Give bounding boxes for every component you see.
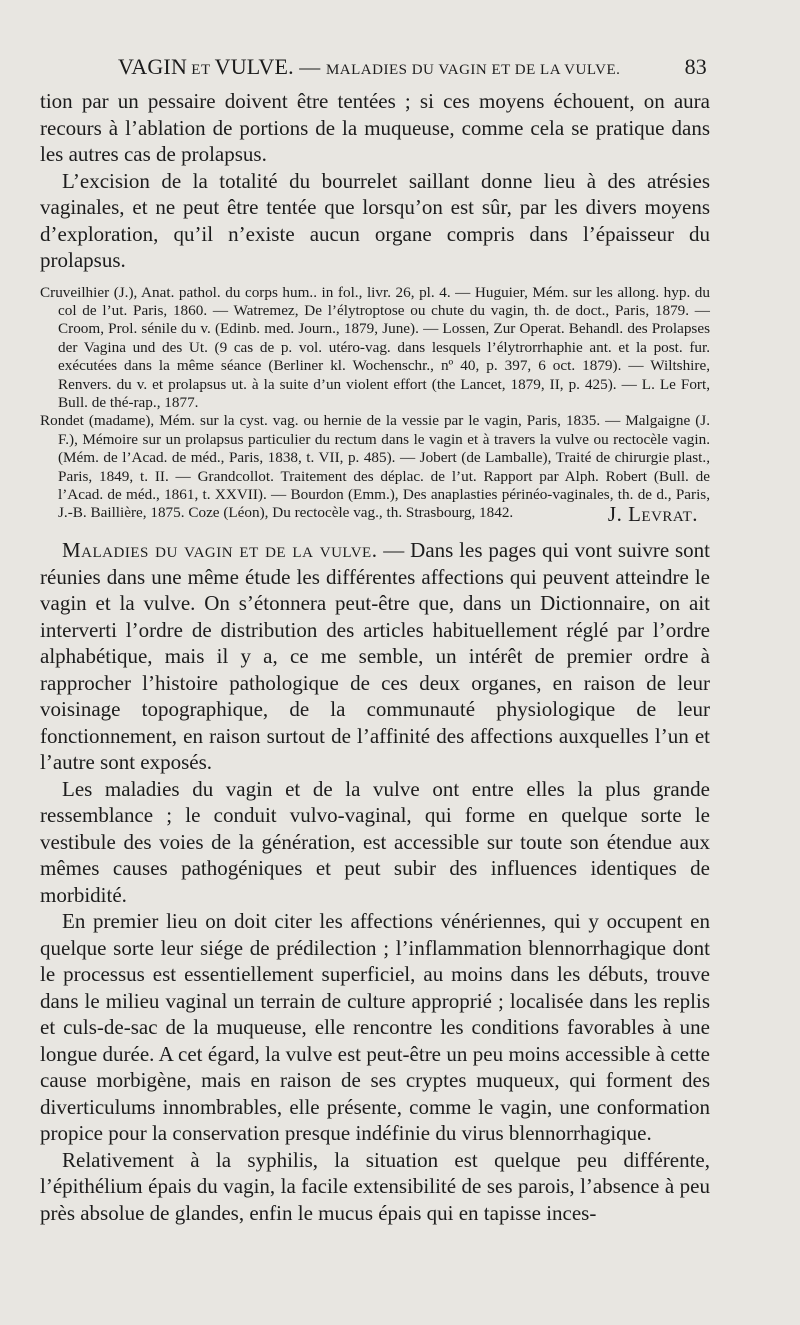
bibliography-entry: Rondet (madame), Mém. sur la cyst. vag. ou hernie de la vessie par le vagin, Paris, 1835. — Malgaigne (J. F.), Mémoire sur un prolapsus particulier du rectum dans le vagin et à travers la vulve ou rectocèle vagin. (Mém. de l’Acad. de méd., Paris, 1838, t. VII, p. 485). — Jobert (de Lamballe), Traité de chirurgie plast., Paris, 1849, t. II. — Grandcollot. Traitement des déplac. de l’ut. Rapport par Alph. Robert (Bull. de l’Acad. de méd., 1861, t. XXVII). — Bourdon (Emm.), Des anaplasties périnéo-vaginales, th. de d., Paris, J.-B. Baillière, 1875. Coze (Léon), Du rectocèle vag., th. Strasbourg, 1842.	[40, 412, 710, 522]
section-dash: —	[377, 538, 411, 563]
section-intro-paragraph	[40, 537, 710, 776]
page-number: 83	[684, 54, 707, 79]
paragraph: L’excision de la totalité du bourrelet saillant donne lieu à des atrésies vaginales, et ne peut être tentée que lorsqu’on est sûr, par les divers moyens d’exploration, qu’il n’existe aucun organe compris dans l’épaisseur du prolapsus.	[40, 168, 710, 272]
section-heading: Maladies du vagin et de la vulve.	[62, 538, 378, 563]
bibliography-entry: Cruveilhier (J.), Anat. pathol. du corps hum.. in fol., livr. 26, pl. 4. — Huguier, Mém. sur les allong. hyp. du col de l’ut. Paris, 1860. — Watremez, De l’élytroptose ou chute du vagin, th. de doct., Paris, 1879. — Croom, Prol. sénile du v. (Edinb. med. Journ., 1879, June). — Lossen, Zur Operat. Behandl. des Prolapses der Vagina und des Ut. (9 cas de p. vol. utéro-vag. dans lesquels l’élytrorrhaphie ant. et la post. fur. exécutées dans la même séance (Berliner kl. Wochenschr., nº 40, p. 397, 6 oct. 1879). — Wiltshire, Renvers. du v. et prolapsus ut. à la suite d’un violent effort (the Lancet, 1879, II, p. 425). — L. Le Fort, Bull. de thé-rap., 1877.	[40, 283, 710, 411]
paragraph: Relativement à la syphilis, la situation est quelque peu différente, l’épithélium épais du vagin, la facile extensibilité de ses parois, l’absence à peu près absolue de glandes, enfin le mucus épais qui en tapisse inces-	[40, 1147, 710, 1225]
paragraph: En premier lieu on doit citer les affections vénériennes, qui y occupent en quelque sorte leur siége de prédilection ; l’inflammation blennorrhagique dont le processus est essentiellement superficiel, au moins dans les débuts, trouve dans le milieu vaginal un terrain de culture approprié ; localisée dans les replis et culs-de-sac de la muqueuse, elle rencontre les conditions favorables à une longue durée. A cet égard, la vulve est peut-être un peu moins accessible à cette cause morbigène, mais en raison de ses cryptes muqueux, qui forment des diverticulums innombrables, elle présente, comme le vagin, une conformation propice pour la conservation presque indéfinie du virus blennorrhagique.	[40, 909, 710, 1146]
title-dash: —	[293, 55, 326, 79]
page-content	[40, 88, 710, 1226]
running-title	[118, 54, 620, 80]
author-signature: J. Levrat.	[607, 501, 698, 526]
paragraph: Les maladies du vagin et de la vulve ont entre elles la plus grande ressemblance ; le conduit vulvo-vaginal, qui forme en quelque sorte le vestibule des voies de la génération, est accessible sur toute son étendue aux mêmes causes pathogéniques et peut subir des influences identiques de morbidité.	[40, 776, 710, 907]
title-section: MALADIES DU VAGIN ET DE LA VULVE.	[325, 62, 621, 78]
title-et: ET	[187, 62, 215, 78]
paragraph: tion par un pessaire doivent être tentées ; si ces moyens échouent, on aura recours à l’ablation de portions de la muqueuse, comme cela se pratique dans les autres cas de prolapsus.	[40, 89, 710, 166]
running-header	[118, 54, 707, 80]
title-vagin: VAGIN	[118, 54, 188, 79]
title-vulve: VULVE.	[214, 54, 294, 79]
bibliography	[40, 284, 710, 524]
section-intro-text: Dans les pages qui vont suivre sont réunies dans une même étude les différentes affections qui peuvent atteindre le vagin et la vulve. On s’étonnera peut-être que, dans un Dictionnaire, on ait interverti l’ordre de distribution des articles habituellement réglé par l’ordre alphabétique, mais il y a, ce me semble, un intérêt de premier ordre à rapprocher l’histoire pathologique de ces deux organes, en raison de leur voisinage topographique, de la communauté physiologique de leur fonctionnement, en raison surtout de l’affinité des affections auxquelles l’un et l’autre sont exposés.	[40, 538, 711, 775]
